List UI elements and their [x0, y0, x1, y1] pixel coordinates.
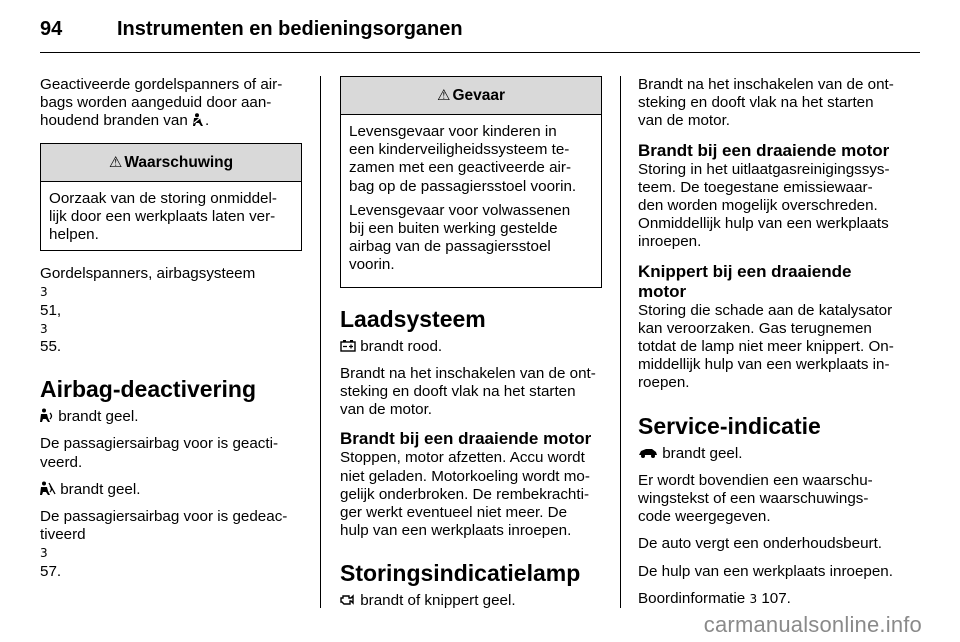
service-line: brandt geel. — [638, 445, 902, 463]
subheading-engine-running: Brandt bij een draaiende motor — [638, 140, 890, 160]
ref-arrow-icon: 3 — [40, 321, 48, 336]
watermark: carmanualsonline.info — [703, 612, 922, 637]
danger-box-body — [341, 115, 601, 281]
ignition-paragraph: Brandt na het inschakelen van de ont- steking en dooft vlak na het starten van de motor. — [638, 76, 894, 130]
danger-box-header — [341, 77, 601, 115]
service-paragraph: Er wordt bovendien een waarschu- wingstekst of een waarschuwings- code weergegeven. — [638, 471, 873, 526]
section-heading-airbag-deactivation: Airbag-deactivering — [40, 376, 256, 403]
airbag-off-line: brandt geel. — [40, 481, 302, 499]
engine-icon — [340, 593, 356, 606]
airbag-off-text: De passagiersairbag voor is gedeac- tiveerd 3 57. — [40, 508, 302, 581]
column-divider — [320, 76, 321, 608]
warning-box — [40, 143, 302, 252]
battery-icon — [340, 339, 356, 352]
section-heading-malfunction-lamp: Storingsindicatielamp — [340, 560, 581, 587]
page-number: 94 — [40, 18, 63, 40]
airbag-off-icon — [40, 481, 56, 496]
engine-running-paragraph: Stoppen, motor afzetten. Accu wordt niet geladen. Motorkoeling wordt mo- gelijk onderbroken. De rembekrachti- ger werkt eventueel niet meer. De hulp van een werkplaats inroepen. — [340, 449, 590, 540]
column-1 — [40, 76, 302, 590]
danger-paragraph-1: Levensgevaar voor kinderen in een kinderveiligheidssysteem te- zamen met een geactiveerde air- bag op de passagiersstoel voorin. — [349, 123, 577, 195]
cross-reference: Gordelspanners, airbagsysteem 3 51, 3 55. — [40, 265, 302, 356]
column-divider — [620, 76, 621, 608]
column-3 — [638, 76, 902, 617]
ref-arrow-icon: 3 — [40, 546, 48, 561]
airbag-on-line: brandt geel. — [40, 408, 302, 426]
seatbelt-airbag-icon — [192, 113, 205, 127]
subheading-engine-running: Brandt bij een draaiende motor — [340, 429, 592, 449]
danger-box — [340, 76, 602, 288]
danger-box-title: Gevaar — [452, 87, 506, 104]
airbag-on-icon — [40, 408, 54, 423]
warning-triangle-icon: ⚠ — [108, 153, 123, 171]
intro-paragraph: Geactiveerde gordelspanners of air- bags worden aangeduid door aan- houdend branden van . — [40, 76, 283, 130]
page-title: Instrumenten en bedieningsorganen — [117, 18, 463, 40]
workshop-line: De hulp van een werkplaats inroepen. — [638, 562, 893, 580]
warning-triangle-icon: ⚠ — [436, 87, 451, 104]
service-wrench-car-icon — [638, 447, 658, 459]
section-heading-charging-system: Laadsysteem — [340, 305, 486, 332]
warning-box-header — [41, 144, 301, 182]
maintenance-line: De auto vergt een onderhoudsbeurt. — [638, 535, 883, 553]
warning-box-title: Waarschuwing — [124, 153, 234, 171]
section-heading-service-indicator: Service-indicatie — [638, 412, 821, 439]
ref-arrow-icon: 3 — [749, 591, 758, 606]
danger-paragraph-2: Levensgevaar voor volwassenen bij een buiten werking gestelde airbag van de passagiersstoel voorin. — [349, 201, 571, 274]
driver-info-reference: Boordinformatie 3 107. — [638, 589, 791, 607]
charging-line: brandt rood. — [340, 338, 602, 356]
catalyst-paragraph: Storing die schade aan de katalysator kan veroorzaken. Gas terugnemen totdat de lamp niet meer knippert. On- middellijk hulp van een werkplaats in- roepen. — [638, 301, 894, 392]
malfunction-line: brandt of knippert geel. — [340, 592, 602, 610]
charging-paragraph: Brandt na het inschakelen van de ont- steking en dooft vlak na het starten van de motor. — [340, 364, 596, 419]
column-2 — [340, 76, 602, 620]
emission-paragraph: Storing in het uitlaatgasreinigingssys- teem. De toegestane emissiewaar- den worden mogelijk overschreden. Onmiddellijk hulp van een werkplaats inroepen. — [638, 160, 890, 251]
warning-box-text: Oorzaak van de storing onmiddel- lijk door een werkplaats laten ver- helpen. — [49, 189, 277, 244]
ref-arrow-icon: 3 — [40, 285, 48, 300]
page-header — [40, 18, 920, 53]
airbag-on-text: De passagiersairbag voor is geacti- veerd. — [40, 435, 279, 471]
subheading-flashing-engine-running: Knippert bij een draaiende motor — [638, 261, 852, 301]
